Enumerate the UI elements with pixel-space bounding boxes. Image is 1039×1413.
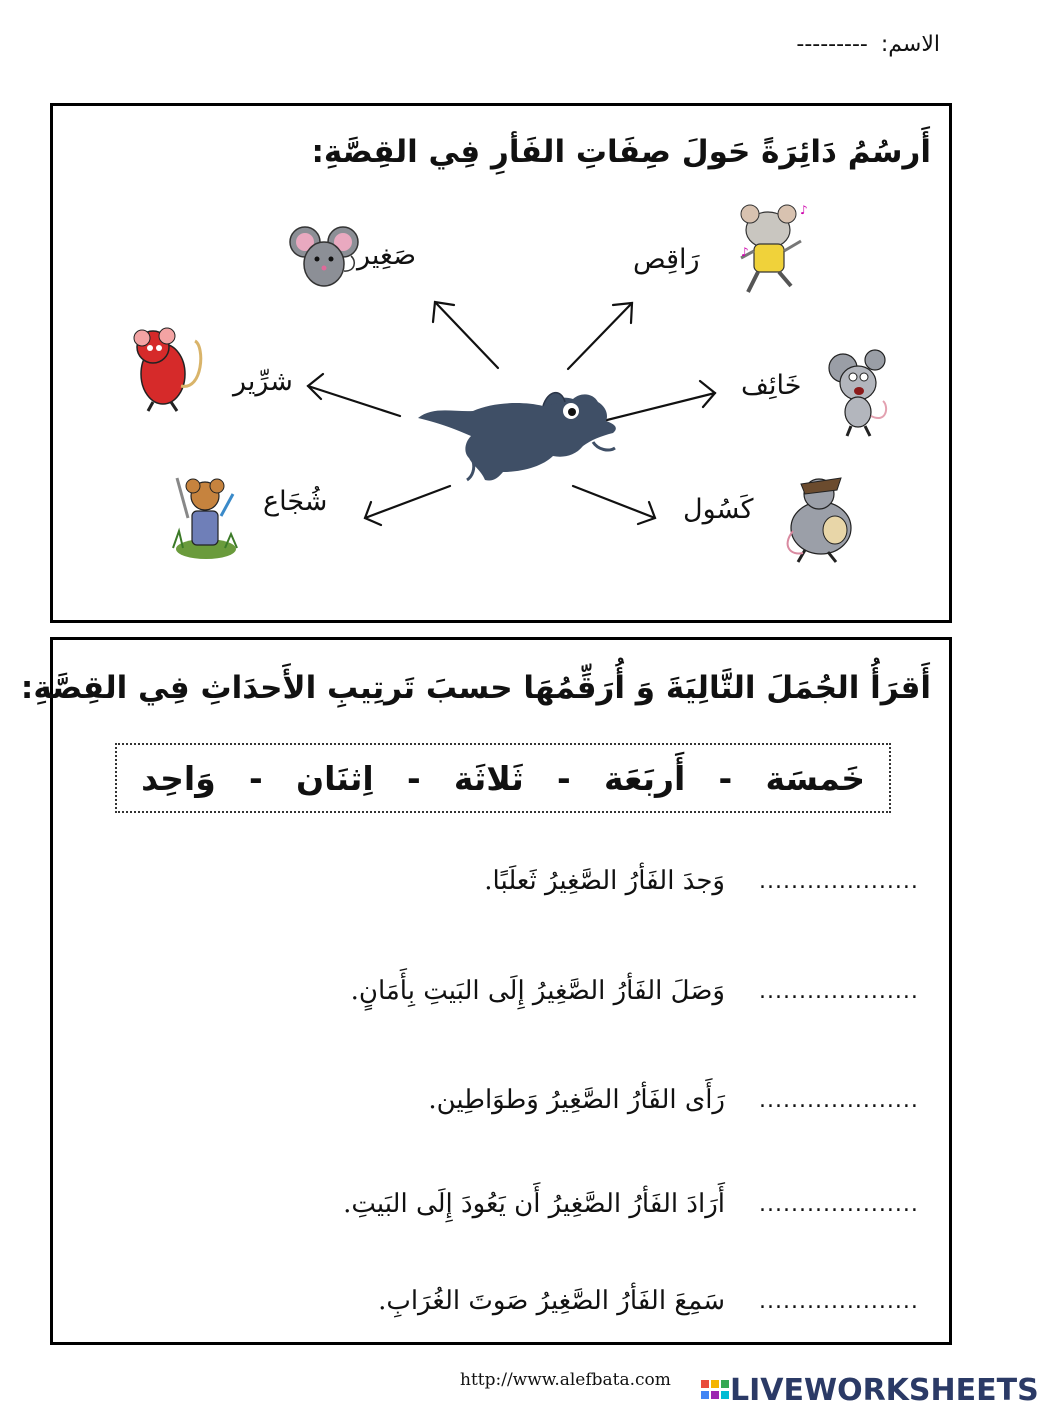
small-mouse-image [290, 227, 358, 286]
sentence-row [93, 1276, 919, 1326]
arrow-to-scared [603, 381, 715, 421]
arrow-to-small [433, 302, 498, 368]
liveworksheets-icon [700, 1378, 730, 1404]
arrow-to-lazy [573, 486, 655, 524]
number-one: وَاحِد [141, 758, 216, 798]
answer-blank[interactable]: .................... [759, 868, 919, 894]
source-url[interactable]: http://www.alefbata.com [460, 1370, 671, 1390]
liveworksheets-wordmark: LIVEWORKSHEETS [730, 1373, 1039, 1408]
arrow-to-evil [308, 374, 400, 416]
traits-section [50, 103, 952, 623]
traits-diagram [53, 106, 949, 620]
trait-brave[interactable]: شُجَاع [263, 486, 328, 517]
numbers-word-bank [115, 743, 891, 813]
sentence-text: سَمِعَ الفَأرُ الصَّغِيرُ صَوتَ الغُرَابِ. [378, 1286, 725, 1316]
answer-blank[interactable]: .................... [759, 978, 919, 1004]
dancing-mouse-image [741, 203, 808, 292]
trait-evil[interactable]: شرِّير [233, 366, 293, 397]
answer-blank[interactable]: .................... [759, 1087, 919, 1113]
trait-small[interactable]: صَغِير [357, 240, 416, 271]
scared-mouse-image [829, 350, 886, 436]
ordering-section [20, 637, 952, 1345]
trait-dancer[interactable]: رَاقِص [633, 244, 700, 275]
separator: - [249, 758, 263, 798]
svg-text:♪: ♪ [800, 203, 808, 217]
sentence-text: وَصَلَ الفَأرُ الصَّغِيرُ إِلَى البَيتِ بِأَمَانٍ. [350, 976, 725, 1006]
sentence-text: أَرَادَ الفَأرُ الصَّغِيرُ أَن يَعُودَ إِلَى البَيتِ. [343, 1189, 725, 1219]
arrow-to-dancer [568, 303, 632, 369]
sentence-row [93, 1075, 919, 1125]
name-label: الاسم: [880, 32, 940, 57]
separator: - [557, 758, 571, 798]
name-blank[interactable]: --------- [796, 32, 868, 57]
answer-blank[interactable]: .................... [759, 1288, 919, 1314]
liveworksheets-logo[interactable] [700, 1373, 1039, 1408]
sentence-text: رَأَى الفَأرُ الصَّغِيرُ وَطوَاطِين. [428, 1085, 725, 1115]
number-two: اِثنَان [295, 758, 374, 798]
ordering-instruction: أَقرَأُ الجُمَلَ التَّالِيَةَ وَ أُرَقِّمُهَا حسبَ تَرتِيبِ الأَحدَاثِ فِي القِصَّةِ: [20, 670, 931, 706]
lazy-mouse-image [788, 478, 851, 562]
number-five: خَمسَة [765, 758, 865, 798]
center-mouse-image [418, 393, 616, 481]
number-four: أَربَعَة [603, 758, 686, 798]
sentence-row [93, 856, 919, 906]
separator: - [718, 758, 733, 798]
name-field [796, 32, 940, 57]
number-three: ثَلاثَة [453, 758, 524, 798]
separator: - [406, 758, 421, 798]
evil-mouse-image [134, 328, 201, 411]
sentence-text: وَجدَ الفَأرُ الصَّغِيرُ ثَعلَبًا. [484, 866, 725, 896]
sentence-row [93, 966, 919, 1016]
trait-lazy[interactable]: كَسُول [683, 494, 754, 525]
footer [0, 1367, 1039, 1413]
trait-scared[interactable]: خَائِف [741, 370, 802, 401]
arrow-to-brave [365, 486, 450, 525]
sentence-row [93, 1179, 919, 1229]
answer-blank[interactable]: .................... [759, 1191, 919, 1217]
traits-instruction: أَرسُمُ دَائِرَةً حَولَ صِفَاتِ الفَأرِ فِي القِصَّةِ: [311, 134, 931, 170]
svg-text:♪: ♪ [741, 245, 749, 259]
brave-mouse-image [173, 478, 237, 559]
